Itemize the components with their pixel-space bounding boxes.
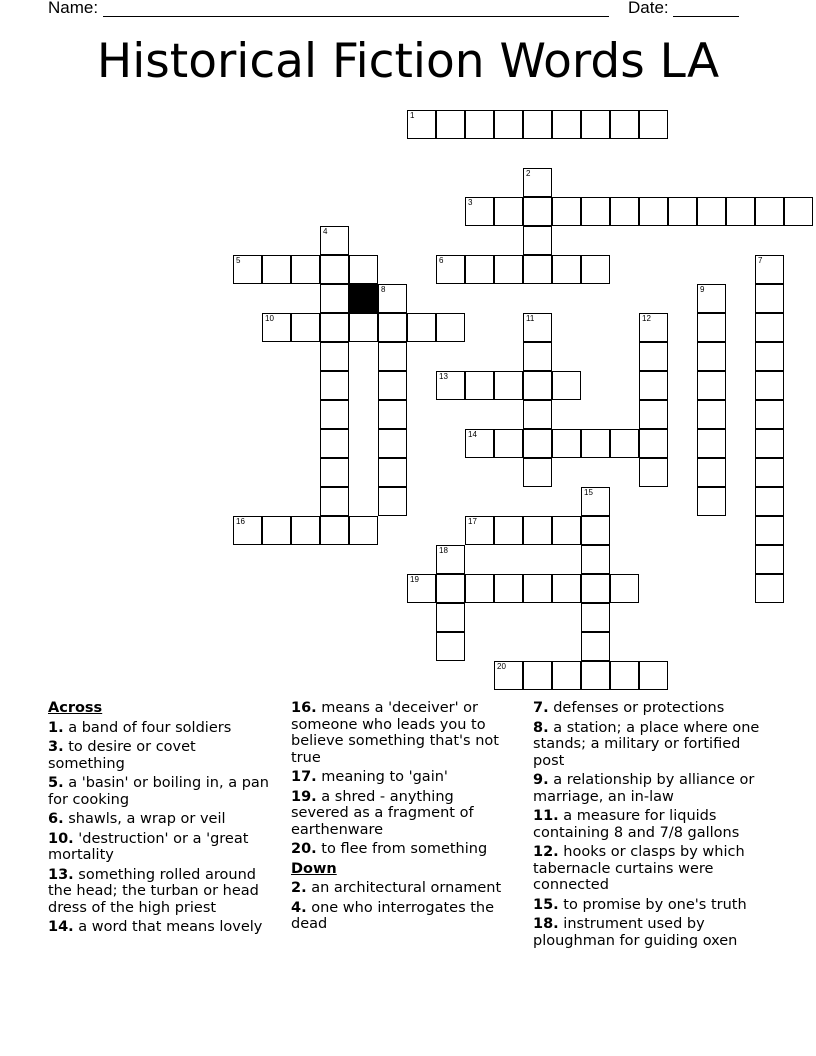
grid-cell[interactable] <box>407 110 436 139</box>
grid-cell[interactable] <box>494 574 523 603</box>
grid-cell[interactable] <box>697 429 726 458</box>
clue-item: 16. means a 'deceiver' or someone who leads you to believe something that's not true <box>291 700 499 766</box>
grid-cell[interactable] <box>552 255 581 284</box>
clues-column-1 <box>48 700 273 939</box>
clue-number: 11 <box>526 314 535 323</box>
grid-cell[interactable] <box>436 110 465 139</box>
grid-cell[interactable] <box>552 661 581 690</box>
grid-cell[interactable] <box>523 458 552 487</box>
grid-cell[interactable] <box>523 197 552 226</box>
clue-number: 4 <box>323 227 328 236</box>
clue-item: 3. to desire or covet something <box>48 739 196 772</box>
grid-cell[interactable] <box>523 255 552 284</box>
clue-number: 3 <box>468 198 473 207</box>
grid-cell[interactable] <box>436 632 465 661</box>
grid-cell[interactable] <box>320 255 349 284</box>
grid-cell[interactable] <box>320 458 349 487</box>
grid-cell[interactable] <box>233 516 262 545</box>
clue-number-label: 20. <box>291 841 317 857</box>
grid-cell[interactable] <box>320 516 349 545</box>
grid-cell[interactable] <box>784 197 813 226</box>
grid-cell[interactable] <box>349 516 378 545</box>
grid-cell[interactable] <box>320 226 349 255</box>
grid-cell[interactable] <box>262 516 291 545</box>
grid-cell[interactable] <box>552 574 581 603</box>
grid-cell[interactable] <box>378 429 407 458</box>
clue-number-label: 4. <box>291 899 307 916</box>
grid-cell[interactable] <box>523 110 552 139</box>
grid-cell[interactable] <box>320 284 349 313</box>
clue-item: 17. meaning to 'gain' <box>291 769 448 785</box>
grid-cell[interactable] <box>436 603 465 632</box>
date-label: Date: <box>628 0 669 17</box>
grid-cell[interactable] <box>465 429 494 458</box>
grid-cell[interactable] <box>755 371 784 400</box>
clue-number-label: 1. <box>48 719 64 736</box>
across-heading: Across <box>48 700 103 716</box>
grid-cell[interactable] <box>494 429 523 458</box>
grid-cell[interactable] <box>697 313 726 342</box>
down-heading: Down <box>291 860 337 877</box>
grid-cell[interactable] <box>581 255 610 284</box>
grid-cell[interactable] <box>523 168 552 197</box>
clue-number-label: 14. <box>48 919 74 935</box>
grid-cell[interactable] <box>581 661 610 690</box>
grid-cell[interactable] <box>523 429 552 458</box>
clue-number-label: 16. <box>291 700 317 716</box>
grid-cell[interactable] <box>523 400 552 429</box>
grid-cell[interactable] <box>523 574 552 603</box>
grid-cell[interactable] <box>755 342 784 371</box>
grid-cell[interactable] <box>697 284 726 313</box>
grid-cell[interactable] <box>639 313 668 342</box>
clue-number: 15 <box>584 488 593 497</box>
grid-cell[interactable] <box>494 516 523 545</box>
grid-cell[interactable] <box>610 110 639 139</box>
grid-cell[interactable] <box>755 574 784 603</box>
clue-item: 11. a measure for liquids containing 8 and 7/8 gallons <box>533 808 740 841</box>
grid-cell[interactable] <box>581 632 610 661</box>
clue-item: 8. a station; a place where one stands; a military or fortified post <box>533 719 760 769</box>
grid-cell[interactable] <box>755 516 784 545</box>
grid-cell[interactable] <box>668 197 697 226</box>
grid-cell[interactable] <box>494 661 523 690</box>
grid-cell[interactable] <box>755 400 784 429</box>
grid-cell[interactable] <box>610 574 639 603</box>
clue-number: 7 <box>758 256 763 265</box>
grid-cell[interactable] <box>755 487 784 516</box>
clue-item: 10. 'destruction' or a 'great mortality <box>48 830 249 863</box>
grid-cell[interactable] <box>697 371 726 400</box>
clue-item: 7. defenses or protections <box>533 700 725 716</box>
grid-cell[interactable] <box>349 255 378 284</box>
grid-cell[interactable] <box>581 574 610 603</box>
grid-cell[interactable] <box>378 342 407 371</box>
grid-cell[interactable] <box>378 400 407 429</box>
clue-number: 2 <box>526 169 531 178</box>
grid-cell[interactable] <box>639 342 668 371</box>
grid-cell[interactable] <box>755 545 784 574</box>
grid-cell[interactable] <box>465 197 494 226</box>
grid-cell[interactable] <box>262 313 291 342</box>
grid-cell[interactable] <box>581 545 610 574</box>
grid-cell[interactable] <box>465 255 494 284</box>
grid-cell[interactable] <box>552 110 581 139</box>
grid-cell[interactable] <box>581 110 610 139</box>
grid-cell[interactable] <box>639 197 668 226</box>
grid-cell[interactable] <box>465 371 494 400</box>
grid-cell[interactable] <box>436 255 465 284</box>
clue-number: 18 <box>439 546 448 555</box>
grid-cell[interactable] <box>523 516 552 545</box>
clue-number-label: 3. <box>48 739 64 755</box>
clue-number-label: 10. <box>48 830 74 847</box>
grid-cell[interactable] <box>494 197 523 226</box>
grid-cell[interactable] <box>639 458 668 487</box>
grid-cell[interactable] <box>755 458 784 487</box>
grid-cell[interactable] <box>523 342 552 371</box>
grid-cell[interactable] <box>320 487 349 516</box>
grid-cell[interactable] <box>465 110 494 139</box>
grid-cell[interactable] <box>523 661 552 690</box>
clue-item: 1. a band of four soldiers <box>48 719 232 736</box>
grid-cell[interactable] <box>639 110 668 139</box>
clue-number-label: 18. <box>533 916 559 932</box>
clue-number-label: 17. <box>291 769 317 785</box>
grid-cell[interactable] <box>552 429 581 458</box>
grid-cell[interactable] <box>755 313 784 342</box>
grid-cell[interactable] <box>436 545 465 574</box>
grid-cell[interactable] <box>378 487 407 516</box>
grid-cell[interactable] <box>697 197 726 226</box>
clue-number: 10 <box>265 314 274 323</box>
grid-cell[interactable] <box>755 284 784 313</box>
clue-item: 19. a shred - anything severed as a fragment of earthenware <box>291 788 474 838</box>
grid-cell[interactable] <box>436 371 465 400</box>
clue-item: 5. a 'basin' or boiling in, a pan for cooking <box>48 775 269 808</box>
grid-cell[interactable] <box>581 197 610 226</box>
clue-number: 19 <box>410 575 419 584</box>
clue-number-label: 15. <box>533 896 559 913</box>
grid-cell[interactable] <box>639 400 668 429</box>
name-label: Name: <box>48 0 99 17</box>
grid-cell[interactable] <box>581 487 610 516</box>
grid-cell[interactable] <box>378 284 407 313</box>
clue-number: 17 <box>468 517 477 526</box>
clue-number: 6 <box>439 256 444 265</box>
grid-cell[interactable] <box>407 313 436 342</box>
grid-cell[interactable] <box>291 255 320 284</box>
grid-cell[interactable] <box>320 342 349 371</box>
grid-cell[interactable] <box>407 574 436 603</box>
grid-cell[interactable] <box>523 313 552 342</box>
clue-number-label: 12. <box>533 844 559 860</box>
grid-cell[interactable] <box>755 429 784 458</box>
grid-cell[interactable] <box>610 197 639 226</box>
clue-number-label: 13. <box>48 866 74 883</box>
clue-number-label: 5. <box>48 775 64 791</box>
grid-cell[interactable] <box>262 255 291 284</box>
grid-cell[interactable] <box>436 313 465 342</box>
clue-number: 14 <box>468 430 477 439</box>
clue-number-label: 8. <box>533 719 549 736</box>
clue-item: 2. an architectural ornament <box>291 880 502 896</box>
grid-cell[interactable] <box>755 197 784 226</box>
black-cell <box>349 284 378 313</box>
grid-cell[interactable] <box>494 110 523 139</box>
grid-cell[interactable] <box>320 371 349 400</box>
clue-number: 9 <box>700 285 705 294</box>
grid-cell[interactable] <box>581 516 610 545</box>
page-title: Historical Fiction Words LA <box>96 34 720 89</box>
clue-item: 9. a relationship by alliance or marriage, an in-law <box>533 772 755 805</box>
clue-item: 15. to promise by one's truth <box>533 896 747 913</box>
grid-cell[interactable] <box>610 661 639 690</box>
clues-column-3 <box>533 700 763 952</box>
clue-item: 13. something rolled around the head; the turban or head dress of the high priest <box>48 866 259 916</box>
grid-cell[interactable] <box>755 255 784 284</box>
grid-cell[interactable] <box>697 400 726 429</box>
grid-cell[interactable] <box>436 574 465 603</box>
grid-cell[interactable] <box>581 429 610 458</box>
grid-cell[interactable] <box>233 255 262 284</box>
grid-cell[interactable] <box>697 487 726 516</box>
clue-item: 6. shawls, a wrap or veil <box>48 811 226 827</box>
grid-cell[interactable] <box>552 516 581 545</box>
clue-number: 20 <box>497 662 506 671</box>
grid-cell[interactable] <box>639 429 668 458</box>
clue-number-label: 2. <box>291 880 307 896</box>
clue-item: 20. to flee from something <box>291 841 488 857</box>
clue-number-label: 6. <box>48 811 64 827</box>
grid-cell[interactable] <box>697 458 726 487</box>
clue-number-label: 9. <box>533 772 549 788</box>
grid-cell[interactable] <box>465 516 494 545</box>
grid-cell[interactable] <box>378 313 407 342</box>
grid-cell[interactable] <box>552 371 581 400</box>
clue-number: 8 <box>381 285 386 294</box>
clue-number: 12 <box>642 314 651 323</box>
clue-number-label: 7. <box>533 700 549 716</box>
grid-cell[interactable] <box>494 255 523 284</box>
grid-cell[interactable] <box>697 342 726 371</box>
grid-cell[interactable] <box>639 661 668 690</box>
grid-cell[interactable] <box>349 313 378 342</box>
grid-cell[interactable] <box>320 400 349 429</box>
clue-number: 1 <box>410 111 415 120</box>
clue-item: 18. instrument used by ploughman for guiding oxen <box>533 916 738 949</box>
grid-cell[interactable] <box>523 371 552 400</box>
clue-item: 12. hooks or clasps by which tabernacle curtains were connected <box>533 844 745 893</box>
clues-column-2 <box>291 700 513 936</box>
grid-cell[interactable] <box>320 313 349 342</box>
grid-cell[interactable] <box>465 574 494 603</box>
clue-item: 14. a word that means lovely <box>48 919 263 935</box>
grid-cell[interactable] <box>378 458 407 487</box>
grid-cell[interactable] <box>610 429 639 458</box>
clue-number: 5 <box>236 256 241 265</box>
grid-cell[interactable] <box>291 313 320 342</box>
grid-cell[interactable] <box>726 197 755 226</box>
clue-number-label: 11. <box>533 808 559 824</box>
clue-number: 16 <box>236 517 245 526</box>
grid-cell[interactable] <box>523 226 552 255</box>
clue-number-label: 19. <box>291 788 317 805</box>
grid-cell[interactable] <box>291 516 320 545</box>
grid-cell[interactable] <box>320 429 349 458</box>
clue-item: 4. one who interrogates the dead <box>291 899 495 932</box>
grid-cell[interactable] <box>494 371 523 400</box>
grid-cell[interactable] <box>378 371 407 400</box>
grid-cell[interactable] <box>581 603 610 632</box>
clue-number: 13 <box>439 372 448 381</box>
grid-cell[interactable] <box>552 197 581 226</box>
grid-cell[interactable] <box>639 371 668 400</box>
